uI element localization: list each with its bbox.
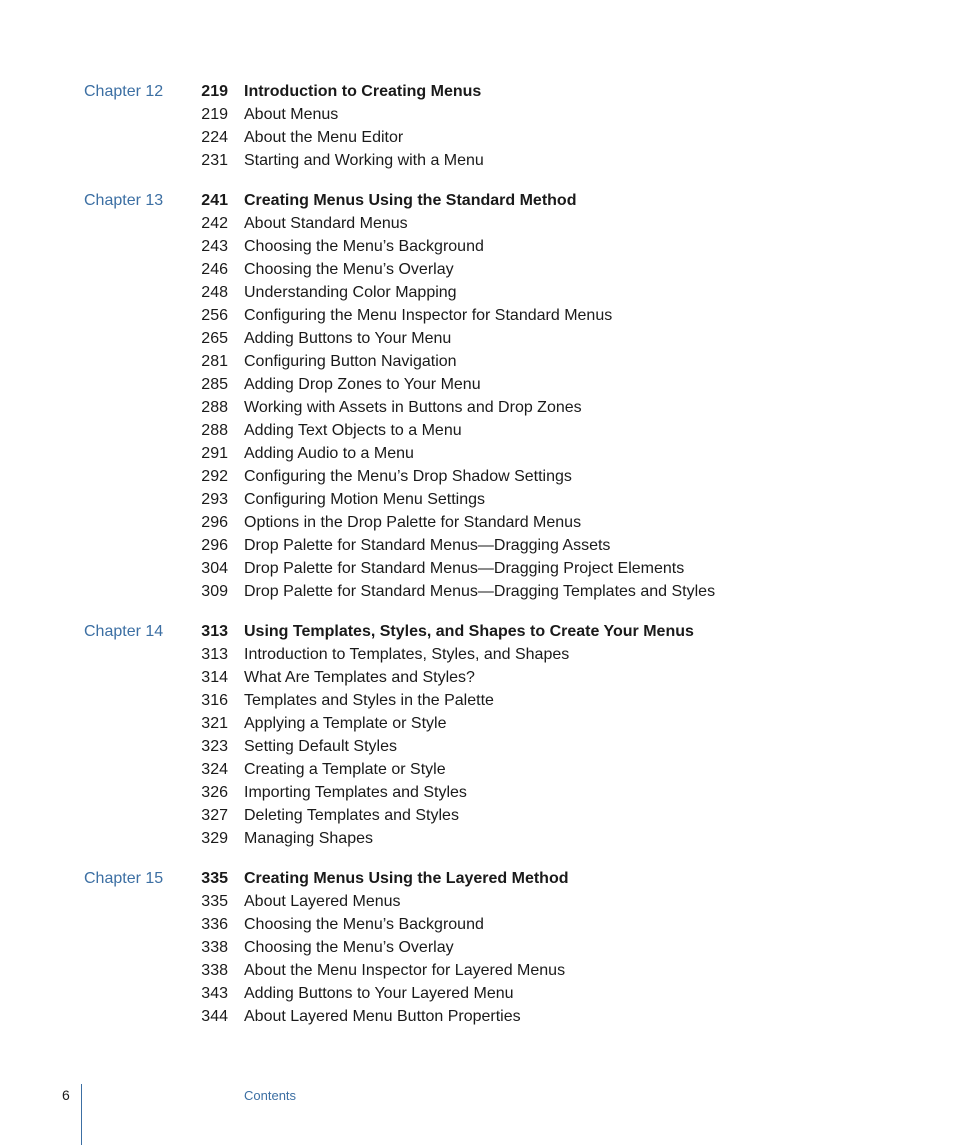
toc-entry[interactable]: [0, 827, 954, 850]
chapter-label[interactable]: Chapter 15: [84, 870, 164, 887]
entry-title: Creating Menus Using the Layered Method: [244, 870, 569, 887]
toc-entry[interactable]: [0, 982, 954, 1005]
toc-entry[interactable]: [0, 126, 954, 149]
toc-entry[interactable]: [0, 149, 954, 172]
entry-title: Templates and Styles in the Palette: [244, 692, 494, 709]
toc-entry[interactable]: [0, 304, 954, 327]
page-number: 313: [201, 646, 228, 663]
entry-title: Choosing the Menu’s Overlay: [244, 261, 454, 278]
entry-title: Introduction to Templates, Styles, and Shapes: [244, 646, 570, 663]
page-number: 293: [201, 491, 228, 508]
toc-entry[interactable]: [0, 758, 954, 781]
page-number: 304: [201, 560, 228, 577]
page-number: 336: [201, 916, 228, 933]
page-number: 246: [201, 261, 228, 278]
toc-entry[interactable]: [0, 465, 954, 488]
entry-title: About Standard Menus: [244, 215, 408, 232]
entry-title: Choosing the Menu’s Background: [244, 916, 484, 933]
toc-entry[interactable]: [0, 373, 954, 396]
page-number: 323: [201, 738, 228, 755]
toc-entry[interactable]: [0, 235, 954, 258]
toc-entry[interactable]: [0, 396, 954, 419]
toc-entry[interactable]: [0, 913, 954, 936]
page-number: 335: [201, 893, 228, 910]
page-number: 324: [201, 761, 228, 778]
page-number: 314: [201, 669, 228, 686]
entry-title: Configuring Motion Menu Settings: [244, 491, 486, 508]
chapter-heading-entry[interactable]: [0, 189, 954, 212]
entry-title: Creating Menus Using the Standard Method: [244, 192, 577, 209]
toc-entry[interactable]: [0, 534, 954, 557]
entry-title: What Are Templates and Styles?: [244, 669, 475, 686]
page-number: 288: [201, 399, 228, 416]
footer-page-number: 6: [62, 1087, 70, 1103]
toc-entry[interactable]: [0, 580, 954, 603]
page-number: 344: [201, 1008, 228, 1025]
chapter-heading-entry[interactable]: [0, 80, 954, 103]
toc-entry[interactable]: [0, 689, 954, 712]
toc-entry[interactable]: [0, 327, 954, 350]
toc-entry[interactable]: [0, 258, 954, 281]
toc-entry[interactable]: [0, 1005, 954, 1028]
entry-title: Creating a Template or Style: [244, 761, 446, 778]
page-number: 242: [201, 215, 228, 232]
page-number: 281: [201, 353, 228, 370]
page-number: 309: [201, 583, 228, 600]
page-number: 292: [201, 468, 228, 485]
page-number: 265: [201, 330, 228, 347]
page-number: 326: [201, 784, 228, 801]
toc-entry[interactable]: [0, 442, 954, 465]
chapter-heading-entry[interactable]: [0, 620, 954, 643]
entry-title: Introduction to Creating Menus: [244, 83, 482, 100]
table-of-contents: [0, 80, 954, 1045]
entry-title: Drop Palette for Standard Menus—Dragging Templates and Styles: [244, 583, 716, 600]
entry-title: Adding Buttons to Your Menu: [244, 330, 452, 347]
toc-entry[interactable]: [0, 511, 954, 534]
page-number: 329: [201, 830, 228, 847]
chapter-label[interactable]: Chapter 14: [84, 623, 164, 640]
toc-entry[interactable]: [0, 959, 954, 982]
page-number: 243: [201, 238, 228, 255]
chapter-label[interactable]: Chapter 13: [84, 192, 164, 209]
page-number: 321: [201, 715, 228, 732]
footer-divider: [81, 1084, 82, 1145]
entry-title: About the Menu Editor: [244, 129, 404, 146]
toc-entry[interactable]: [0, 281, 954, 304]
chapter-label[interactable]: Chapter 12: [84, 83, 164, 100]
page-number: 291: [201, 445, 228, 462]
toc-entry[interactable]: [0, 712, 954, 735]
entry-title: Configuring the Menu’s Drop Shadow Settings: [244, 468, 572, 485]
entry-title: Working with Assets in Buttons and Drop Zones: [244, 399, 582, 416]
entry-title: Adding Drop Zones to Your Menu: [244, 376, 481, 393]
entry-title: Configuring Button Navigation: [244, 353, 457, 370]
toc-entry[interactable]: [0, 890, 954, 913]
entry-title: Drop Palette for Standard Menus—Dragging Project Elements: [244, 560, 685, 577]
entry-title: About the Menu Inspector for Layered Menus: [244, 962, 566, 979]
page-number: 231: [201, 152, 228, 169]
chapter-heading-entry[interactable]: [0, 867, 954, 890]
page-number: 219: [201, 83, 228, 100]
entry-title: Deleting Templates and Styles: [244, 807, 459, 824]
chapter-12-section: [0, 80, 954, 172]
entry-title: Drop Palette for Standard Menus—Dragging Assets: [244, 537, 611, 554]
page-number: 327: [201, 807, 228, 824]
toc-entry[interactable]: [0, 212, 954, 235]
entry-title: Setting Default Styles: [244, 738, 397, 755]
page-number: 285: [201, 376, 228, 393]
page-number: 338: [201, 939, 228, 956]
toc-entry[interactable]: [0, 350, 954, 373]
footer-section-label: Contents: [244, 1088, 297, 1103]
toc-entry[interactable]: [0, 735, 954, 758]
entry-title: Importing Templates and Styles: [244, 784, 467, 801]
toc-entry[interactable]: [0, 103, 954, 126]
entry-title: Starting and Working with a Menu: [244, 152, 484, 169]
entry-title: Managing Shapes: [244, 830, 373, 847]
page-number: 241: [201, 192, 228, 209]
entry-title: Configuring the Menu Inspector for Standard Menus: [244, 307, 613, 324]
page-number: 248: [201, 284, 228, 301]
entry-title: About Layered Menus: [244, 893, 401, 910]
chapter-14-section: [0, 620, 954, 850]
toc-entry[interactable]: [0, 643, 954, 666]
entry-title: Adding Buttons to Your Layered Menu: [244, 985, 514, 1002]
entry-title: Adding Text Objects to a Menu: [244, 422, 462, 439]
chapter-15-section: [0, 867, 954, 1028]
page-number: 256: [201, 307, 228, 324]
entry-title: Applying a Template or Style: [244, 715, 447, 732]
page-number: 316: [201, 692, 228, 709]
page-number: 343: [201, 985, 228, 1002]
toc-entry[interactable]: [0, 557, 954, 580]
page-number: 224: [201, 129, 228, 146]
chapter-13-section: [0, 189, 954, 603]
entry-title: Choosing the Menu’s Background: [244, 238, 484, 255]
toc-entry[interactable]: [0, 488, 954, 511]
entry-title: Adding Audio to a Menu: [244, 445, 414, 462]
page-number: 313: [201, 623, 228, 640]
page-number: 296: [201, 537, 228, 554]
page-number: 288: [201, 422, 228, 439]
page-number: 296: [201, 514, 228, 531]
page-number: 335: [201, 870, 228, 887]
toc-entry[interactable]: [0, 936, 954, 959]
entry-title: Using Templates, Styles, and Shapes to Create Your Menus: [244, 623, 694, 640]
entry-title: Understanding Color Mapping: [244, 284, 457, 301]
page-number: 219: [201, 106, 228, 123]
toc-entry[interactable]: [0, 666, 954, 689]
entry-title: Choosing the Menu’s Overlay: [244, 939, 454, 956]
entry-title: Options in the Drop Palette for Standard Menus: [244, 514, 582, 531]
toc-entry[interactable]: [0, 804, 954, 827]
page-number: 338: [201, 962, 228, 979]
entry-title: About Menus: [244, 106, 339, 123]
entry-title: About Layered Menu Button Properties: [244, 1008, 521, 1025]
toc-entry[interactable]: [0, 419, 954, 442]
toc-entry[interactable]: [0, 781, 954, 804]
